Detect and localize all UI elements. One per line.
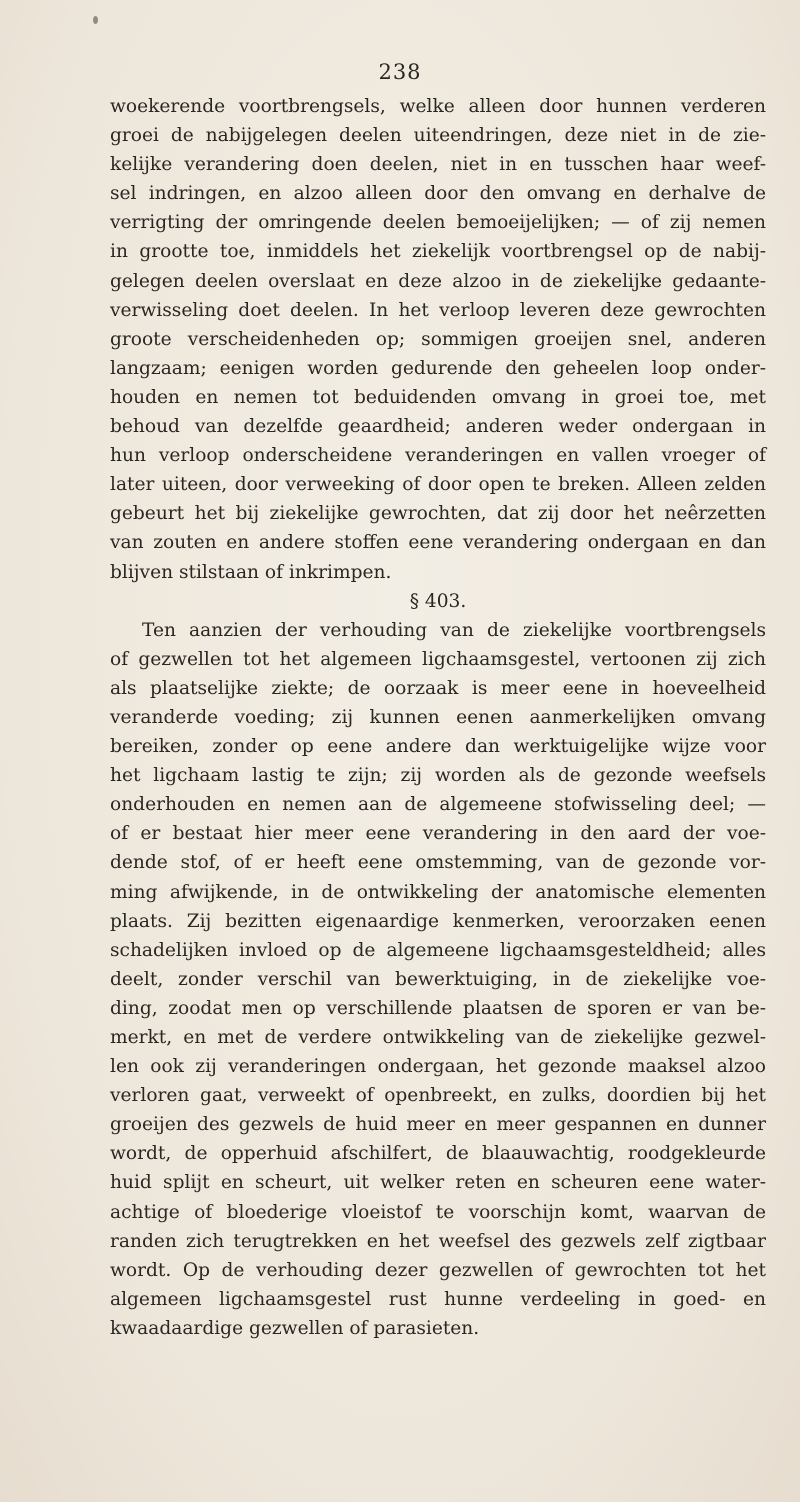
body-text [110,92,766,1343]
ink-speck [93,16,98,24]
text-line: van zouten en andere stoffen eene verandering ondergaan en dan [110,532,766,554]
text-line: wordt, de opperhuid afschilfert, de blaauwachtig, roodgekleurde [110,1143,766,1165]
text-line: in grootte toe, inmiddels het ziekelijk voortbrengsel op de nabij- [110,241,766,263]
text-line: verloren gaat, verweekt of openbreekt, en zulks, doordien bij het [110,1085,766,1107]
text-line: gebeurt het bij ziekelijke gewrochten, dat zij door het neêrzetten [110,503,766,525]
text-line: schadelijken invloed op de algemeene ligchaamsgesteldheid; alles [110,939,766,961]
text-line: groei de nabijgelegen deelen uiteendringen, deze niet in de zie- [110,125,766,147]
text-line: langzaam; eenigen worden gedurende den geheelen loop onder- [110,357,766,379]
text-line: groote verscheidenheden op; sommigen groeijen snel, anderen [110,328,766,350]
text-line: achtige of bloederige vloeistof te voorschijn komt, waarvan de [110,1201,766,1223]
text-line: ming afwijkende, in de ontwikkeling der anatomische elementen [110,881,766,903]
text-line: verrigting der omringende deelen bemoeijelijken; — of zij nemen [110,212,766,234]
text-line: algemeen ligchaamsgestel rust hunne verdeeling in goed- en [110,1288,766,1310]
paragraph-1 [110,92,766,587]
text-line: sel indringen, en alzoo alleen door den omvang en derhalve de [110,183,766,205]
text-line: deelt, zonder verschil van bewerktuiging, in de ziekelijke voe- [110,968,766,990]
text-line: kelijke verandering doen deelen, niet in en tusschen haar weef- [110,154,766,176]
text-line: randen zich terugtrekken en het weefsel des gezwels zelf zigtbaar [110,1230,766,1252]
text-line: kwaadaardige gezwellen of parasieten. [110,1317,480,1339]
page-number: 238 [378,60,422,84]
text-line: woekerende voortbrengsels, welke alleen door hunnen verderen [110,96,766,117]
text-line: dende stof, of er heeft eene omstemming, van de gezonde vor- [110,852,766,874]
text-line: Ten aanzien der verhouding van de ziekelijke voortbrengsels [142,619,766,641]
text-line: of er bestaat hier meer eene verandering in den aard der voe- [110,823,766,845]
paragraph-2 [110,616,766,1343]
text-line: huid splijt en scheurt, uit welker reten en scheuren eene water- [110,1172,766,1194]
text-line: ding, zoodat men op verschillende plaatsen de sporen er van be- [110,997,766,1019]
text-line: houden en nemen tot beduidenden omvang in groei toe, met [110,386,766,408]
text-line: groeijen des gezwels de huid meer en meer gespannen en dunner [110,1114,766,1136]
text-line: als plaatselijke ziekte; de oorzaak is meer eene in hoeveelheid [110,677,766,699]
text-line: veranderde voeding; zij kunnen eenen aanmerkelijken omvang [110,706,766,728]
text-line: gelegen deelen overslaat en deze alzoo in de ziekelijke gedaante- [110,270,766,292]
text-line: onderhouden en nemen aan de algemeene stofwisseling deel; — [110,794,766,816]
text-line: wordt. Op de verhouding dezer gezwellen of gewrochten tot het [110,1259,766,1281]
text-line: het ligchaam lastig te zijn; zij worden als de gezonde weefsels [110,765,766,787]
text-line: behoud van dezelfde geaardheid; anderen weder ondergaan in [110,416,766,438]
text-line: of gezwellen tot het algemeen ligchaamsgestel, vertoonen zij zich [110,648,766,670]
text-line: merkt, en met de verdere ontwikkeling van de ziekelijke gezwel- [110,1027,766,1048]
text-line: verwisseling doet deelen. In het verloop leveren deze gewrochten [110,299,766,321]
text-line: len ook zij veranderingen ondergaan, het gezonde maaksel alzoo [110,1056,766,1078]
text-line: plaats. Zij bezitten eigenaardige kenmerken, veroorzaken eenen [110,910,766,932]
text-line: hun verloop onderscheidene veranderingen en vallen vroeger of [110,445,766,467]
section-heading: § 403. [409,590,467,612]
text-line: blijven stilstaan of inkrimpen. [110,561,392,583]
text-line: bereiken, zonder op eene andere dan werktuigelijke wijze voor [110,736,766,758]
text-line: later uiteen, door verweeking of door open te breken. Alleen zelden [110,474,766,496]
